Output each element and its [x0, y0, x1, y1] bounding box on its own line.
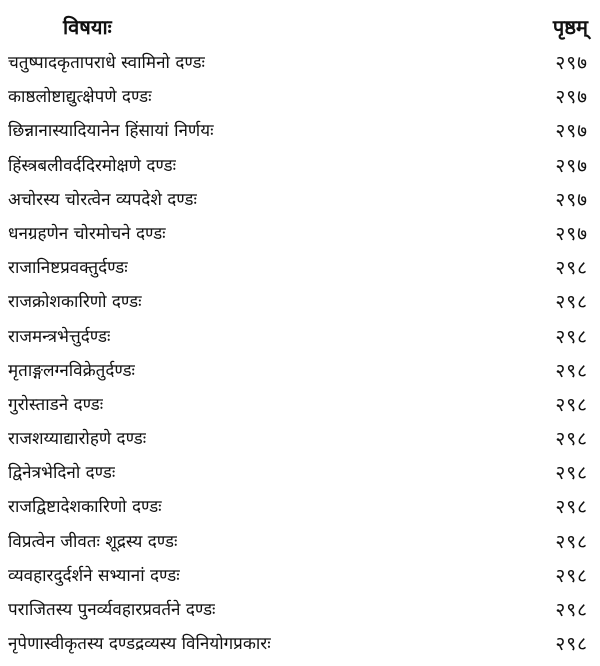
- entry-subject: छिन्नानास्यादियानेन हिंसायां निर्णयः: [8, 121, 214, 142]
- index-entry: [0, 490, 600, 524]
- entry-subject: मृताङ्गलग्नविक्रेतुर्दण्डः: [8, 360, 135, 381]
- entry-subject: पराजितस्य पुनर्व्यवहारप्रवर्तने दण्डः: [8, 600, 216, 620]
- entry-page-number: २९८: [555, 564, 588, 587]
- index-entry: [0, 149, 600, 183]
- entry-page-number: २९७: [555, 222, 588, 245]
- index-entry: [0, 183, 600, 217]
- index-entry: [0, 525, 600, 559]
- entry-subject: राजानिष्टप्रवक्तुर्दण्डः: [8, 258, 128, 279]
- entry-page-number: २९८: [555, 291, 588, 314]
- entry-subject: काष्ठलोष्टाद्युत्क्षेपणे दण्डः: [8, 87, 152, 108]
- entry-page-number: २९८: [555, 428, 588, 451]
- index-entry: [0, 593, 600, 627]
- entry-subject: अचोरस्य चोरत्वेन व्यपदेशे दण्डः: [8, 189, 197, 210]
- entry-page-number: २९७: [555, 154, 588, 177]
- index-list: [0, 46, 600, 661]
- index-entry: [0, 46, 600, 80]
- entry-page-number: २९८: [555, 530, 588, 553]
- subjects-heading: विषयाः: [63, 15, 112, 39]
- entry-subject: गुरोस्ताडने दण्डः: [8, 394, 104, 415]
- index-header: [0, 10, 600, 44]
- entry-page-number: २९८: [555, 257, 588, 280]
- entry-page-number: २९७: [555, 86, 588, 109]
- entry-page-number: २९८: [555, 462, 588, 485]
- index-entry: [0, 80, 600, 114]
- entry-page-number: २९८: [555, 496, 588, 519]
- entry-subject: राजशय्याद्यारोहणे दण्डः: [8, 429, 147, 450]
- index-entry: [0, 285, 600, 319]
- index-entry: [0, 251, 600, 285]
- page-heading: पृष्ठम्: [552, 15, 588, 39]
- index-entry: [0, 627, 600, 661]
- entry-subject: हिंस्त्रबलीवर्ददिरमोक्षणे दण्डः: [8, 155, 177, 176]
- index-entry: [0, 388, 600, 422]
- entry-subject: द्विनेत्रभेदिनो दण्डः: [8, 463, 116, 484]
- entry-page-number: २९७: [555, 52, 588, 74]
- entry-page-number: २९८: [555, 359, 588, 382]
- entry-page-number: २९८: [555, 325, 588, 348]
- entry-subject: चतुष्पादकृतापराधे स्वामिनो दण्डः: [8, 53, 205, 73]
- entry-subject: नृपेणास्वीकृतस्य दण्डद्रव्यस्य विनियोगप्रकारः: [8, 634, 271, 655]
- entry-page-number: २९७: [555, 120, 588, 143]
- index-entry: [0, 422, 600, 456]
- index-entry: [0, 114, 600, 148]
- index-entry: [0, 559, 600, 593]
- entry-subject: राजमन्त्रभेत्तुर्दण्डः: [8, 326, 111, 347]
- entry-page-number: २९८: [555, 633, 588, 656]
- index-entry: [0, 456, 600, 490]
- entry-subject: विप्रत्वेन जीवतः शूद्रस्य दण्डः: [8, 531, 178, 552]
- entry-page-number: २९८: [555, 599, 588, 621]
- entry-subject: धनग्रहणेन चोरमोचने दण्डः: [8, 223, 166, 244]
- entry-subject: राजद्विष्टादेशकारिणो दण्डः: [8, 497, 162, 518]
- entry-page-number: २९७: [555, 188, 588, 211]
- index-entry: [0, 320, 600, 354]
- entry-subject: राजक्रोशकारिणो दण्डः: [8, 292, 142, 313]
- entry-page-number: २९८: [555, 393, 588, 416]
- entry-subject: व्यवहारदुर्दर्शने सभ्यानां दण्डः: [8, 565, 180, 586]
- index-entry: [0, 354, 600, 388]
- index-entry: [0, 217, 600, 251]
